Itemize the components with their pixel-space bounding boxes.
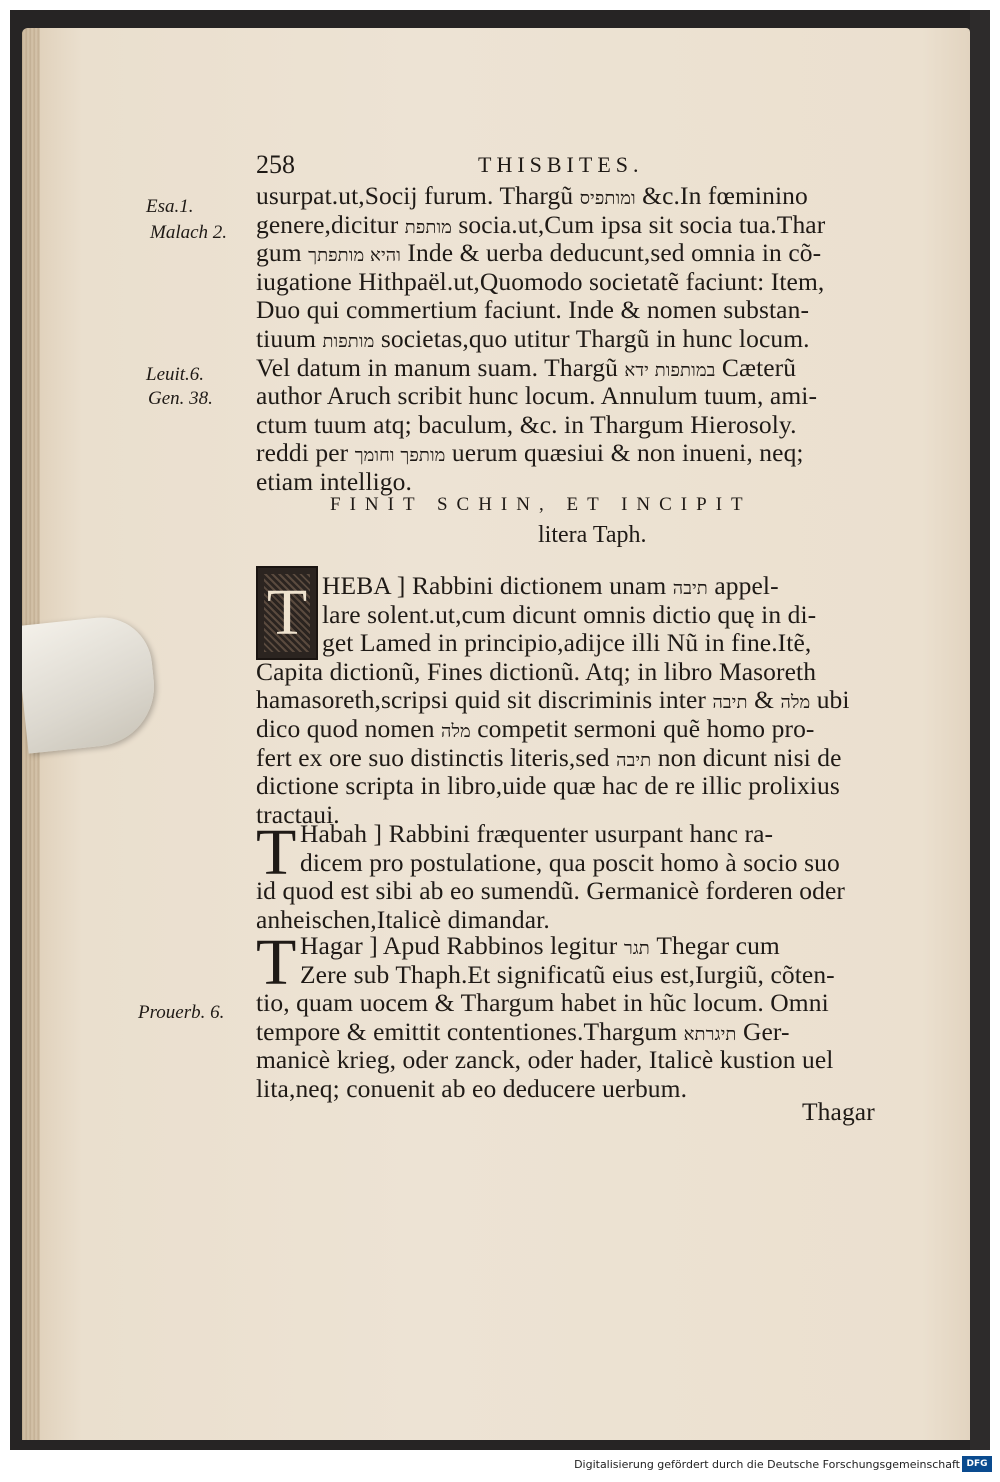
latin-text: Ger- bbox=[736, 1016, 790, 1046]
initial-letter: T bbox=[266, 576, 308, 649]
hebrew-word: מותפך וחומך bbox=[354, 445, 446, 467]
text-line bbox=[256, 354, 796, 385]
text-line bbox=[256, 744, 842, 775]
hebrew-word: במותפות ידא bbox=[624, 359, 716, 381]
latin-text: Habah ] Rabbini fræquenter usurpant hanc ra- bbox=[300, 819, 774, 848]
margin-note-prouerb: Prouerb. 6. bbox=[138, 1002, 225, 1023]
latin-text: Inde & uerba deducunt,sed omnia in cõ- bbox=[400, 238, 822, 268]
latin-text: manicè krieg, oder zanck, oder hader, Italicè kustion uel bbox=[256, 1045, 834, 1075]
margin-note-gen: Gen. 38. bbox=[148, 388, 213, 409]
hebrew-word: והיא מותפתך bbox=[308, 245, 401, 267]
margin-note-esa: Esa.1. bbox=[146, 196, 194, 217]
hebrew-word: תגר bbox=[623, 938, 650, 959]
latin-text: etiam intelligo. bbox=[256, 467, 412, 496]
hebrew-word: ומותפיס bbox=[579, 188, 636, 209]
latin-text: tiuum bbox=[256, 324, 323, 353]
text-line bbox=[256, 1046, 833, 1074]
latin-text: uerum quæsiui & non inueni, neq; bbox=[445, 438, 804, 468]
text-line bbox=[256, 439, 804, 470]
latin-text: non dicunt nisi de bbox=[651, 742, 842, 772]
hebrew-word: מלה bbox=[441, 721, 471, 742]
text-line bbox=[300, 849, 840, 877]
page-number: 258 bbox=[256, 150, 295, 179]
latin-text: Capita dictionũ, Fines dictionũ. Atq; in libro Masoreth bbox=[256, 656, 817, 686]
latin-text: Zere sub Thaph.Et significatũ eius est,Iurgiũ, cõten- bbox=[300, 959, 835, 989]
latin-text: ubi bbox=[810, 685, 850, 715]
hebrew-word: תיבה bbox=[616, 749, 652, 771]
digitization-credit: Digitalisierung gefördert durch die Deutsche Forschungsgemeinschaft bbox=[574, 1458, 960, 1471]
latin-text: tempore & emittit contentiones.Thargum bbox=[256, 1016, 684, 1046]
text-line bbox=[256, 411, 797, 439]
latin-text: fert ex ore suo distinctis literis,sed bbox=[256, 742, 617, 772]
text-line bbox=[322, 572, 779, 603]
text-line bbox=[256, 772, 840, 800]
hebrew-word: מלה bbox=[780, 692, 811, 714]
latin-text: id quod est sibi ab eo sumendũ. Germanicè forderen oder bbox=[256, 876, 845, 906]
latin-text: gum bbox=[256, 238, 309, 268]
text-line bbox=[256, 1018, 790, 1049]
text-line bbox=[300, 932, 780, 963]
latin-text: HEBA ] Rabbini dictionem unam bbox=[322, 571, 673, 600]
latin-text: usurpat.ut,Socij furum. Thargũ bbox=[256, 181, 580, 210]
latin-text: &c.In fœminino bbox=[635, 181, 808, 210]
latin-text: lita,neq; conuenit ab eo deducere uerbum. bbox=[256, 1074, 688, 1103]
dfg-logo: DFG bbox=[962, 1456, 992, 1472]
text-line bbox=[256, 296, 809, 324]
latin-text: Vel datum in manum suam. Thargũ bbox=[256, 352, 625, 382]
latin-text: dico quod nomen bbox=[256, 714, 442, 743]
latin-text: dicem pro postulatione, qua poscit homo à socio suo bbox=[300, 847, 840, 877]
latin-text: & bbox=[747, 685, 781, 715]
text-line bbox=[256, 211, 825, 242]
section-subtitle: litera Taph. bbox=[538, 522, 647, 548]
initial-thagar: T bbox=[256, 926, 297, 999]
text-line bbox=[256, 268, 824, 296]
scan-border-right bbox=[970, 10, 990, 1450]
text-line bbox=[256, 877, 845, 905]
latin-text: author Aruch scribit hunc locum. Annulum tuum, ami- bbox=[256, 381, 818, 411]
hebrew-word: מותפת bbox=[404, 216, 452, 238]
hebrew-word: תיבה bbox=[712, 692, 748, 714]
latin-text: get Lamed in principio,adijce illi Nũ in fine.Itẽ, bbox=[322, 628, 812, 658]
text-line bbox=[256, 239, 821, 270]
latin-text: anheischen,Italicè dimandar. bbox=[256, 904, 550, 934]
latin-text: Cæterũ bbox=[715, 352, 797, 382]
latin-text: Duo qui commertium faciunt. Inde & nomen substan- bbox=[256, 295, 810, 325]
running-title: THISBITES. bbox=[478, 152, 644, 177]
hebrew-word: תיבה bbox=[672, 578, 708, 599]
latin-text: reddi per bbox=[256, 438, 355, 468]
latin-text: Thegar cum bbox=[649, 931, 780, 960]
text-line bbox=[256, 989, 829, 1017]
latin-text: appel- bbox=[707, 571, 779, 600]
latin-text: ctum tuum atq; baculum, &c. in Thargum Hierosoly. bbox=[256, 409, 797, 439]
text-line bbox=[256, 182, 808, 213]
latin-text: hamasoreth,scripsi quid sit discriminis inter bbox=[256, 685, 713, 715]
text-line bbox=[256, 906, 550, 934]
decorated-initial bbox=[256, 566, 318, 660]
text-line bbox=[256, 468, 412, 496]
text-line bbox=[300, 820, 773, 848]
text-line bbox=[256, 1075, 687, 1103]
margin-note-malach: Malach 2. bbox=[150, 222, 228, 243]
latin-text: iugatione Hithpaël.ut,Quomodo societatẽ faciunt: Item, bbox=[256, 266, 825, 296]
hebrew-word: תיגרתא bbox=[683, 1023, 737, 1045]
latin-text: dictione scripta in libro,uide quæ hac de re illic prolixius bbox=[256, 771, 840, 801]
latin-text: societas,quo utitur Thargũ in hunc locum. bbox=[374, 324, 810, 353]
text-line bbox=[256, 325, 810, 356]
latin-text: socia.ut,Cum ipsa sit socia tua.Thar bbox=[451, 209, 826, 239]
text-line bbox=[256, 658, 816, 686]
latin-text: competit sermoni quẽ homo pro- bbox=[470, 714, 815, 743]
text-line bbox=[256, 686, 850, 717]
bookmark-tab bbox=[22, 613, 160, 754]
latin-text: genere,dicitur bbox=[256, 209, 405, 239]
latin-text: tractaui. bbox=[256, 799, 340, 829]
margin-note-leuit: Leuit.6. bbox=[146, 364, 205, 385]
text-line bbox=[256, 382, 817, 410]
latin-text: tio, quam uocem & Thargum habet in hũc locum. Omni bbox=[256, 988, 829, 1018]
text-line bbox=[256, 715, 815, 746]
catchword: Thagar bbox=[802, 1097, 875, 1126]
text-line bbox=[300, 961, 835, 989]
latin-text: lare solent.ut,cum dicunt omnis dictio quę in di- bbox=[322, 599, 817, 629]
section-title: FINIT SCHIN, ET INCIPIT bbox=[330, 494, 752, 515]
hebrew-word: מותפות bbox=[322, 331, 375, 352]
text-line bbox=[322, 629, 811, 657]
text-line bbox=[322, 601, 816, 629]
latin-text: Hagar ] Apud Rabbinos legitur bbox=[300, 931, 624, 960]
initial-thabah: T bbox=[256, 816, 297, 889]
